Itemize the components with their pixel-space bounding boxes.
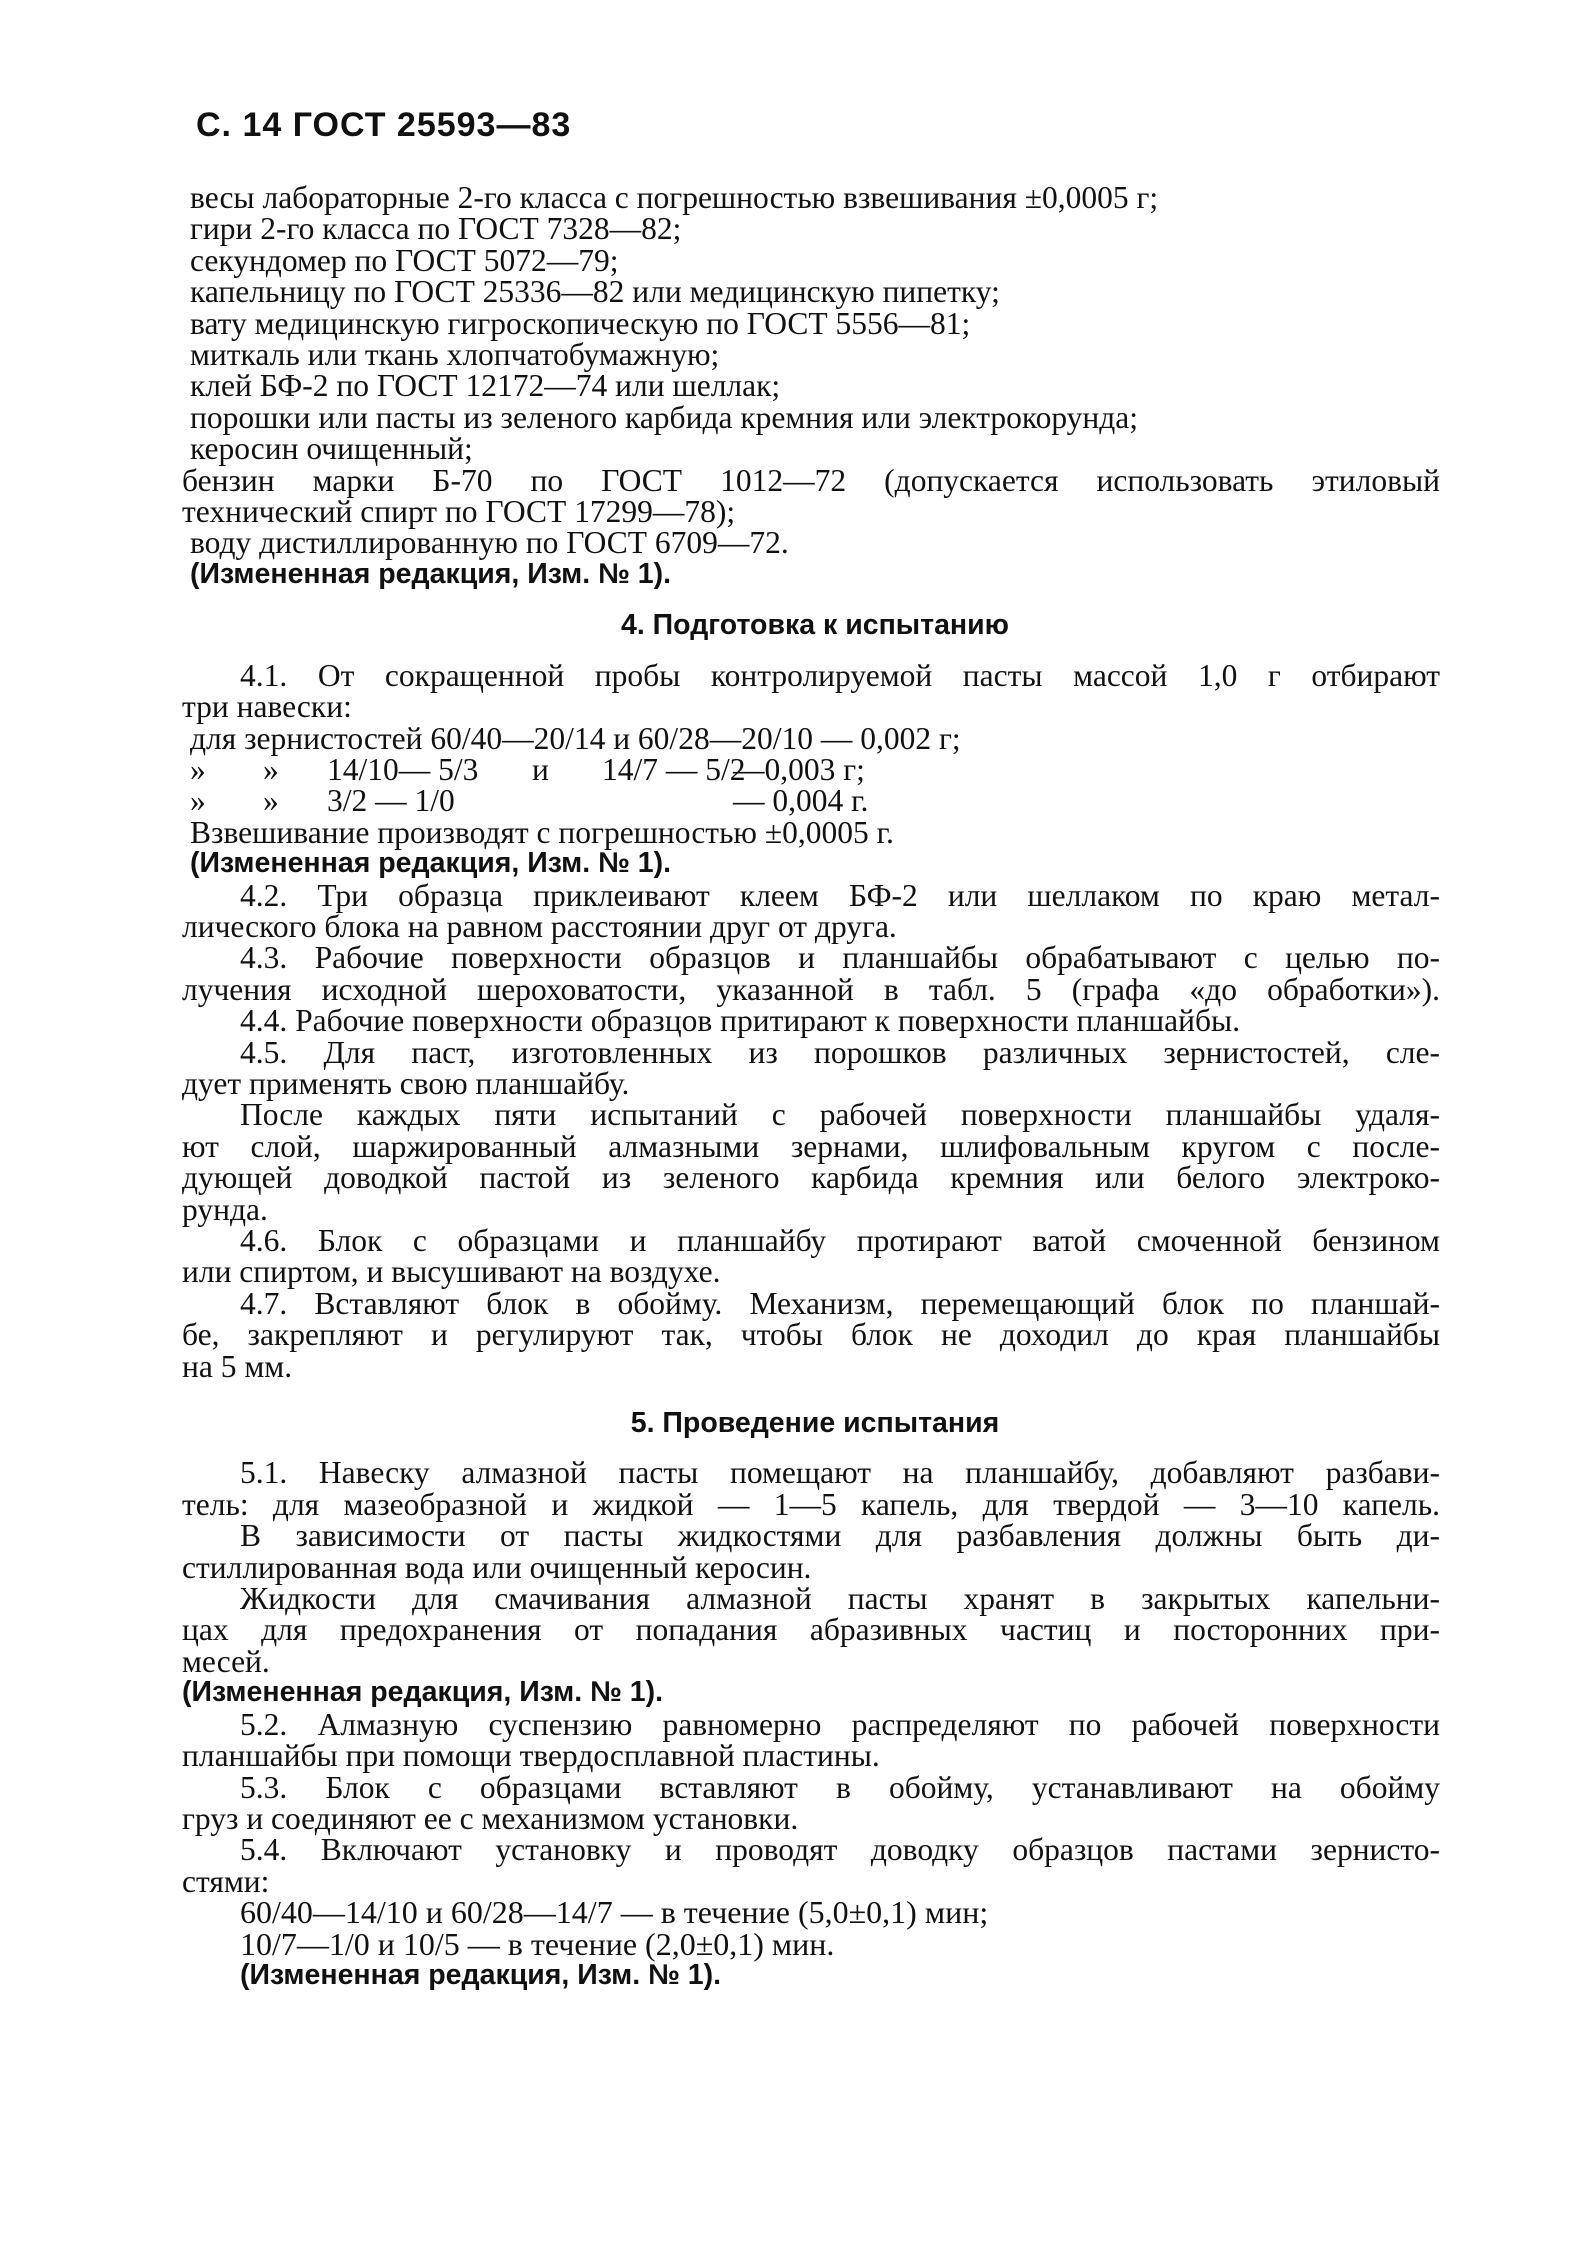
equipment-item: весы лабораторные 2-го класса с погрешностью взвешивания ±0,0005 г; (190, 180, 1159, 215)
table-cell: » (263, 783, 279, 819)
paragraph-4-7: бе, закрепляют и регулируют так, чтобы блок не доходил до края планшайбы (182, 1317, 1440, 1353)
paragraph-4-2: 4.2. Три образца приклеивают клеем БФ-2 или шеллаком по краю метал- (240, 877, 1440, 913)
paragraph-resurfacing: ют слой, шаржированный алмазными зернами, шлифовальным кругом с после- (182, 1128, 1440, 1164)
page-header: С. 14 ГОСТ 25593—83 (196, 106, 572, 144)
equipment-item: керосин очищенный; (190, 431, 473, 467)
paragraph-5-2: 5.2. Алмазную суспензию равномерно распределяют по рабочей поверхности (240, 1706, 1440, 1742)
paragraph-storage: цах для предохранения от попадания абразивных частиц и посторонних при- (182, 1612, 1440, 1648)
paragraph-storage: Жидкости для смачивания алмазной пасты хранят в закрытых капельни- (240, 1581, 1440, 1617)
paragraph-4-3: 4.3. Рабочие поверхности образцов и планшайбы обрабатывают с целью по- (240, 940, 1440, 976)
table-cell: — 0,004 г. (733, 783, 869, 819)
paragraph-4-1: 4.1. От сокращенной пробы контролируемой пасты массой 1,0 г отбирают (240, 657, 1440, 693)
benzin-line: бензин марки Б-70 по ГОСТ 1012—72 (допускается использовать этиловый (182, 462, 1440, 498)
document-body (182, 180, 1440, 1991)
paragraph-5-3: груз и соединяют ее с механизмом установки. (182, 1800, 799, 1836)
table-row (190, 783, 1440, 819)
time-line: 60/40—14/10 и 60/28—14/7 — в течение (5,0±0,1) мин; (240, 1894, 989, 1931)
paragraph-4-7: 4.7. Вставляют блок в обойму. Механизм, перемещающий блок по планшай- (240, 1285, 1440, 1321)
table-cell: » (190, 751, 206, 787)
paragraph-4-5: 4.5. Для паст, изготовленных из порошков различных зернистостей, сле- (240, 1034, 1440, 1070)
equipment-item: вату медицинскую гигроскопическую по ГОСТ 5556—81; (190, 305, 971, 341)
paragraph-5-3: 5.3. Блок с образцами вставляют в обойму, устанавливают на обойму (240, 1769, 1440, 1805)
amendment-note: (Измененная редакция, Изм. № 1). (190, 557, 672, 590)
paragraph-liquids: стиллированная вода или очищенный керосин. (182, 1549, 812, 1585)
paragraph-storage: месей. (182, 1643, 270, 1679)
paragraph-4-7: на 5 мм. (182, 1348, 293, 1384)
paragraph-liquids: В зависимости от пасты жидкостями для разбавления должны быть ди- (240, 1518, 1440, 1554)
table-cell: 3/2 — 1/0 (327, 783, 455, 819)
amendment-note: (Измененная редакция, Изм. № 1). (190, 847, 672, 880)
table-cell: и (532, 751, 549, 787)
benzin-line: технический спирт по ГОСТ 17299—78); (182, 494, 736, 530)
equipment-item: секундомер по ГОСТ 5072—79; (190, 242, 619, 278)
amendment-note: (Измененная редакция, Изм. № 1). (240, 1958, 722, 1991)
table-cell: » (263, 751, 279, 787)
paragraph-4-2: лического блока на равном расстоянии друг от друга. (182, 908, 897, 944)
paragraph-4-5: дует применять свою планшайбу. (182, 1065, 630, 1101)
equipment-item: гири 2-го класса по ГОСТ 7328—82; (190, 211, 682, 247)
table-cell: —0,003 г; (733, 751, 865, 787)
paragraph-resurfacing: дующей доводкой пастой из зеленого карбида кремния или белого электроко- (182, 1160, 1440, 1196)
table-row: для зернистостей 60/40—20/14 и 60/28—20/10 — 0,002 г; (190, 720, 961, 756)
paragraph-4-6: 4.6. Блок с образцами и планшайбу протирают ватой смоченной бензином (240, 1223, 1440, 1258)
equipment-item: воду дистиллированную по ГОСТ 6709—72. (190, 525, 789, 561)
equipment-item: порошки или пасты из зеленого карбида кремния или электрокорунда; (190, 399, 1139, 435)
paragraph-4-1: три навески: (182, 689, 352, 725)
table-cell: 14/7 — 5/2 (602, 751, 746, 787)
section-4-title: 4. Подготовка к испытанию (620, 609, 1010, 642)
section-5-title: 5. Проведение испытания (630, 1407, 1000, 1440)
paragraph-5-2: планшайбы при помощи твердосплавной пластины. (182, 1738, 880, 1774)
table-cell (532, 785, 602, 816)
table-cell: » (190, 783, 206, 819)
paragraph-4-3: лучения исходной шероховатости, указанной в табл. 5 (графа «до обработки»). (182, 971, 1440, 1007)
amendment-note: (Измененная редакция, Изм. № 1). (182, 1676, 664, 1709)
paragraph-4-6: или спиртом, и высушивают на воздухе. (182, 1254, 721, 1290)
equipment-item: капельницу по ГОСТ 25336—82 или медицинскую пипетку; (190, 274, 1000, 310)
table-cell: 14/10— 5/3 (327, 751, 479, 787)
weighing-note: Взвешивание производят с погрешностью ±0,0005 г. (190, 814, 894, 850)
paragraph-4-4: 4.4. Рабочие поверхности образцов притирают к поверхности планшайбы. (240, 1003, 1241, 1039)
equipment-item: миткаль или ткань хлопчатобумажную; (190, 337, 720, 373)
table-row (190, 751, 1440, 787)
paragraph-resurfacing: После каждых пяти испытаний с рабочей поверхности планшайбы удаля- (240, 1097, 1440, 1133)
table-cell (602, 785, 733, 816)
paragraph-5-1: тель: для мазеобразной и жидкой — 1—5 капель, для твердой — 3—10 капель. (182, 1486, 1440, 1522)
time-line: 10/7—1/0 и 10/5 — в течение (2,0±0,1) мин. (240, 1925, 835, 1962)
paragraph-5-1: 5.1. Навеску алмазной пасты помещают на планшайбу, добавляют разбави- (240, 1455, 1440, 1491)
paragraph-resurfacing: рунда. (182, 1191, 268, 1227)
paragraph-5-4: 5.4. Включают установку и проводят доводку образцов пастами зернисто- (240, 1832, 1440, 1868)
paragraph-5-4: стями: (182, 1863, 270, 1899)
equipment-item: клей БФ-2 по ГОСТ 12172—74 или шеллак; (190, 368, 781, 404)
